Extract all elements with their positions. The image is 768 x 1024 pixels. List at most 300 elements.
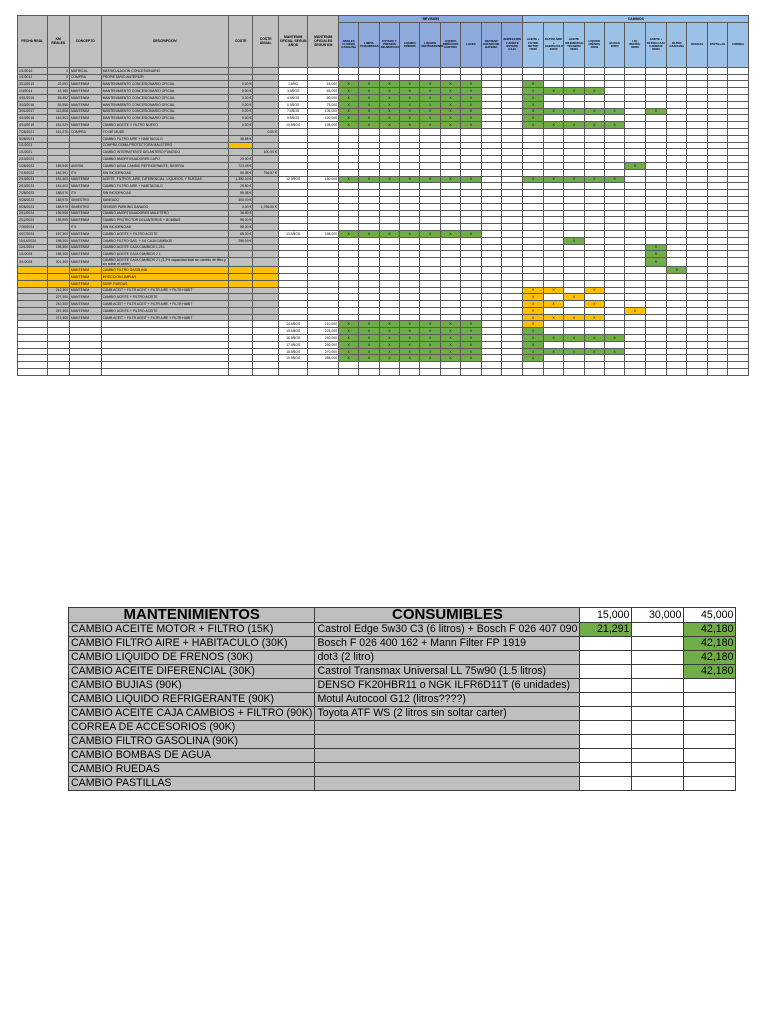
revision-check-cell (420, 301, 440, 308)
log-coste-cell (228, 67, 252, 74)
cambio-check-cell (543, 115, 563, 122)
km-value-cell: 42,180 (684, 665, 736, 679)
cambio-check-cell (687, 244, 707, 251)
cambio-col-header: PASTILLAS (707, 22, 727, 67)
revision-check-cell: X (359, 88, 379, 95)
revision-check-cell (481, 355, 501, 362)
revision-check-cell (359, 369, 379, 376)
cambio-check-cell (728, 81, 749, 88)
log-mant-km-cell (308, 280, 339, 287)
revision-check-cell (338, 149, 358, 156)
revision-check-cell (501, 196, 522, 203)
revision-check-cell: X (379, 122, 399, 129)
revision-check-cell (400, 280, 420, 287)
log-fecha-cell: 7/30/2024 (18, 224, 48, 231)
revision-check-cell (420, 244, 440, 251)
log-km-cell (47, 156, 69, 163)
revision-check-cell (501, 341, 522, 348)
cambio-check-cell (564, 128, 584, 135)
log-fecha-cell: 2/13/2023 (18, 183, 48, 190)
cambio-check-cell (625, 88, 645, 95)
km-value-cell (684, 777, 736, 791)
revision-check-cell (338, 294, 358, 301)
cambio-check-cell (604, 94, 624, 101)
log-coste-anual-cell: 100.00 € (253, 149, 278, 156)
log-descripcion-cell: CAMBIO ACEITE Y FILTRO NUEVO (101, 122, 228, 129)
log-coste-cell (228, 355, 252, 362)
revision-check-cell: X (420, 176, 440, 183)
mantenimiento-cell: CAMBIO FILTRO GASOLINA (90K) (69, 735, 315, 749)
cambio-check-cell (687, 224, 707, 231)
cambio-check-cell (604, 217, 624, 224)
log-coste-cell: 0.00 € (228, 94, 252, 101)
log-concepto-cell: MANTENIM (69, 244, 101, 251)
revision-check-cell (359, 287, 379, 294)
log-km-cell: 198,300 (47, 244, 69, 251)
cambio-check-cell (564, 196, 584, 203)
revision-check-cell (501, 230, 522, 237)
km-value-cell (684, 763, 736, 777)
log-coste-cell (228, 267, 252, 274)
cambio-check-cell: X (564, 314, 584, 321)
revision-check-cell (481, 217, 501, 224)
revision-check-cell (359, 190, 379, 197)
revision-check-cell (440, 74, 460, 81)
revision-check-cell: X (440, 101, 460, 108)
cambio-check-cell (584, 273, 604, 280)
cambio-check-cell (667, 287, 687, 294)
revision-check-cell: X (440, 230, 460, 237)
cambio-check-cell (687, 341, 707, 348)
revision-check-cell (338, 224, 358, 231)
revision-check-cell (338, 135, 358, 142)
cambio-check-cell (645, 203, 666, 210)
log-descripcion-cell: SANEADO (101, 196, 228, 203)
revision-check-cell: X (440, 108, 460, 115)
log-concepto-cell: MATRICUL (69, 67, 101, 74)
revision-check-cell: X (461, 115, 481, 122)
cambio-check-cell: X (604, 176, 624, 183)
revision-check-cell (440, 183, 460, 190)
cambio-check-cell (604, 67, 624, 74)
log-mant-km-cell (308, 156, 339, 163)
revision-check-cell: X (379, 88, 399, 95)
cambio-check-cell (667, 307, 687, 314)
revision-check-cell (501, 301, 522, 308)
revision-check-cell (420, 142, 440, 149)
revision-check-cell (481, 273, 501, 280)
consumables-row (69, 763, 736, 777)
revision-check-cell (400, 294, 420, 301)
revision-check-cell (338, 273, 358, 280)
cambio-check-cell (625, 258, 645, 267)
log-mant-anos-cell: 4 AÑOS (278, 94, 308, 101)
revision-check-cell (400, 287, 420, 294)
revision-check-cell (501, 335, 522, 342)
cambio-check-cell (728, 88, 749, 95)
log-descripcion-cell: CAMBIO AGUA CAMBIO REFRIGERANTE, BATERIA (101, 162, 228, 169)
log-fecha-cell: 1/1/2021 (18, 149, 48, 156)
cambio-check-cell: X (584, 301, 604, 308)
log-mant-km-cell (308, 162, 339, 169)
cambio-check-cell (707, 149, 727, 156)
revision-check-cell (400, 251, 420, 258)
revision-check-cell (338, 183, 358, 190)
revision-check-cell (501, 156, 522, 163)
revision-check-cell: X (359, 81, 379, 88)
cambio-check-cell (707, 88, 727, 95)
cambio-check-cell (543, 321, 563, 328)
cambio-check-cell (687, 135, 707, 142)
revision-check-cell: X (461, 321, 481, 328)
revision-check-cell (481, 156, 501, 163)
log-row (18, 258, 749, 267)
log-concepto-cell: MANTENIM (69, 287, 101, 294)
log-descripcion-cell (101, 335, 228, 342)
revision-check-cell (440, 190, 460, 197)
km-value-cell: 42,180 (684, 637, 736, 651)
cambio-check-cell (728, 321, 749, 328)
revision-check-cell (379, 169, 399, 176)
revision-check-cell (501, 251, 522, 258)
revision-check-cell (420, 258, 440, 267)
cambio-check-cell (687, 149, 707, 156)
cambio-check-cell (543, 355, 563, 362)
cambio-check-cell (564, 81, 584, 88)
log-fecha-cell (18, 314, 48, 321)
log-concepto-cell: MANTENIM (69, 108, 101, 115)
revision-check-cell: X (420, 81, 440, 88)
cambio-check-cell (543, 273, 563, 280)
revision-check-cell (359, 301, 379, 308)
revision-check-cell (461, 196, 481, 203)
maintenance-log-table (17, 15, 749, 376)
km-value-cell (632, 721, 684, 735)
log-coste-anual-cell: 756.57 € (253, 169, 278, 176)
consumible-cell: Castrol Transmax Universal LL 75w90 (1.5 litros) (315, 665, 580, 679)
log-concepto-cell: MANTENIM (69, 210, 101, 217)
revision-check-cell: X (400, 328, 420, 335)
log-row (18, 335, 749, 342)
revision-check-cell (461, 135, 481, 142)
log-row (18, 355, 749, 362)
km-value-cell (580, 693, 632, 707)
cambio-check-cell (604, 183, 624, 190)
revision-check-cell (420, 183, 440, 190)
revision-check-cell (359, 156, 379, 163)
cambio-check-cell (687, 294, 707, 301)
revision-check-cell (338, 128, 358, 135)
cambio-check-cell (584, 210, 604, 217)
log-descripcion-cell: CAMBIO INTERMITENTE DELANTERO FUNDIDO (101, 149, 228, 156)
revision-check-cell (359, 280, 379, 287)
cambio-check-cell (728, 314, 749, 321)
revision-check-cell (440, 128, 460, 135)
cambio-check-cell (543, 135, 563, 142)
cambio-check-cell (707, 314, 727, 321)
cambio-check-cell (667, 81, 687, 88)
revision-check-cell: X (359, 321, 379, 328)
log-km-cell (47, 328, 69, 335)
km-value-cell (684, 735, 736, 749)
revision-check-cell (359, 203, 379, 210)
revision-check-cell (440, 203, 460, 210)
cambio-check-cell: X (564, 237, 584, 244)
cambio-check-cell: X (523, 122, 543, 129)
cambio-check-cell (584, 149, 604, 156)
revision-check-cell (420, 67, 440, 74)
revision-check-cell (338, 362, 358, 369)
revision-check-cell (338, 244, 358, 251)
revision-check-cell: X (400, 101, 420, 108)
cambio-check-cell (564, 142, 584, 149)
cambio-check-cell (543, 203, 563, 210)
cambio-check-cell (523, 128, 543, 135)
log-coste-anual-cell (253, 287, 278, 294)
cambio-check-cell (604, 244, 624, 251)
log-km-cell: 197,300 (47, 230, 69, 237)
cambio-check-cell (625, 287, 645, 294)
cambio-check-cell (667, 67, 687, 74)
log-concepto-cell: MANTENIM (69, 94, 101, 101)
log-coste-anual-cell (253, 176, 278, 183)
revision-check-cell (481, 88, 501, 95)
revision-check-cell (400, 67, 420, 74)
log-mant-km-cell: 180,000 (308, 176, 339, 183)
cambio-check-cell (707, 94, 727, 101)
cambio-check-cell (523, 258, 543, 267)
revision-check-cell (338, 237, 358, 244)
cambio-check-cell (604, 128, 624, 135)
cambio-check-cell (625, 176, 645, 183)
cambio-check-cell (707, 251, 727, 258)
revision-check-cell (501, 67, 522, 74)
revision-check-cell (400, 135, 420, 142)
cambio-check-cell (645, 237, 666, 244)
log-mant-anos-cell: 18 AÑOS (278, 348, 308, 355)
cambio-col-header: ACEITE + FILTRO CAJA CAMBIOS 90000 (645, 22, 666, 67)
revision-check-cell: X (400, 115, 420, 122)
cambio-check-cell (707, 287, 727, 294)
cambio-check-cell (645, 128, 666, 135)
revision-check-cell (400, 156, 420, 163)
log-coste-anual-cell (253, 196, 278, 203)
cambio-check-cell (543, 196, 563, 203)
cambio-check-cell (645, 156, 666, 163)
log-coste-cell: 20.00 € (228, 156, 252, 163)
log-row (18, 301, 749, 308)
cambio-check-cell (625, 135, 645, 142)
cambio-check-cell (523, 280, 543, 287)
cambio-check-cell (543, 156, 563, 163)
revision-check-cell (481, 142, 501, 149)
log-mant-km-cell (308, 244, 339, 251)
cambio-check-cell (604, 294, 624, 301)
log-mant-anos-cell (278, 67, 308, 74)
revision-check-cell (338, 74, 358, 81)
log-descripcion-cell: CAMBIO PROTECTOR DELANTEROS + BOMBAS (101, 217, 228, 224)
revision-check-cell (481, 321, 501, 328)
log-coste-anual-cell (253, 294, 278, 301)
cambio-check-cell (523, 362, 543, 369)
cambio-check-cell (564, 210, 584, 217)
log-coste-cell: 65.00 € (228, 230, 252, 237)
revision-check-cell (338, 190, 358, 197)
cambio-check-cell (707, 230, 727, 237)
km-value-cell (632, 735, 684, 749)
cambio-check-cell (604, 196, 624, 203)
cambio-check-cell: X (543, 88, 563, 95)
km-value-cell: 42,180 (684, 651, 736, 665)
log-mant-anos-cell: 10 AÑOS (278, 122, 308, 129)
cambio-check-cell (687, 196, 707, 203)
revision-check-cell (461, 142, 481, 149)
revision-check-cell (338, 203, 358, 210)
cambio-check-cell (645, 321, 666, 328)
revision-check-cell (400, 362, 420, 369)
cambio-check-cell (604, 321, 624, 328)
mantenimientos-title: MANTENIMIENTOS (69, 608, 315, 623)
revision-check-cell (501, 348, 522, 355)
revision-check-cell (379, 287, 399, 294)
log-mant-km-cell (308, 149, 339, 156)
header-fecha: FECHA REAL (18, 16, 48, 68)
revision-check-cell (338, 142, 358, 149)
log-mant-anos-cell (278, 196, 308, 203)
log-fecha-cell (18, 280, 48, 287)
cambio-check-cell (604, 149, 624, 156)
cambio-check-cell (543, 307, 563, 314)
log-concepto-cell: MANTENIM (69, 280, 101, 287)
cambio-check-cell (707, 176, 727, 183)
cambio-check-cell (667, 196, 687, 203)
revision-check-cell (379, 210, 399, 217)
revision-check-cell: X (461, 176, 481, 183)
cambio-check-cell (687, 251, 707, 258)
cambio-check-cell (564, 273, 584, 280)
cambio-check-cell (625, 101, 645, 108)
revision-check-cell (420, 307, 440, 314)
revision-check-cell (501, 142, 522, 149)
log-km-cell: 242,300 (47, 301, 69, 308)
log-coste-cell: 723.49 € (228, 162, 252, 169)
cambio-check-cell (728, 115, 749, 122)
log-fecha-cell: 3/03/2016 (18, 101, 48, 108)
log-fecha-cell (18, 341, 48, 348)
log-descripcion-cell: CAMBIO ACEITE CAJA CAMBIOS 2 L (2.2% capacidad total sin cambio de filtro y sin soltar el carter) (101, 258, 228, 267)
log-descripcion-cell: CAMB ACEIT + FILTR ACEIT + FILTR AIRE + FILTR HABIT (101, 287, 228, 294)
revision-check-cell: X (379, 341, 399, 348)
revision-check-cell (501, 74, 522, 81)
log-mant-anos-cell: 19 AÑOS (278, 355, 308, 362)
revision-check-cell (379, 203, 399, 210)
log-coste-anual-cell (253, 251, 278, 258)
revision-check-cell (501, 108, 522, 115)
revision-check-cell: X (461, 335, 481, 342)
cambio-check-cell (728, 287, 749, 294)
revision-check-cell (501, 280, 522, 287)
log-mant-km-cell: 105,000 (308, 108, 339, 115)
revision-check-cell (461, 74, 481, 81)
cambio-check-cell (523, 237, 543, 244)
revision-check-cell (359, 307, 379, 314)
km-value-cell (632, 637, 684, 651)
log-mant-anos-cell: 13 AÑOS (278, 230, 308, 237)
revision-check-cell (338, 67, 358, 74)
log-descripcion-cell: SENSOR PARKING DANADO (101, 203, 228, 210)
cambio-check-cell: X (584, 122, 604, 129)
revision-check-cell: X (338, 355, 358, 362)
revision-check-cell (481, 190, 501, 197)
cambio-check-cell (543, 210, 563, 217)
cambio-check-cell (728, 237, 749, 244)
cambio-check-cell (543, 162, 563, 169)
revision-check-cell (481, 287, 501, 294)
log-descripcion-cell: MATRICULACION CONCESIONARIO (101, 67, 228, 74)
revision-check-cell: X (338, 230, 358, 237)
consumible-cell (315, 749, 580, 763)
log-fecha-cell (18, 348, 48, 355)
revision-col-header: INSPECCION Y ACEITE ESTADO CAJA (501, 22, 522, 67)
revision-check-cell (400, 74, 420, 81)
cambio-check-cell (728, 230, 749, 237)
cambio-check-cell (584, 258, 604, 267)
cambio-check-cell (604, 369, 624, 376)
cambio-check-cell (604, 142, 624, 149)
km-value-cell (580, 763, 632, 777)
log-fecha-cell (18, 307, 48, 314)
revision-check-cell: X (400, 335, 420, 342)
log-coste-anual-cell (253, 74, 278, 81)
consumables-row (69, 707, 736, 721)
cambio-check-cell (625, 122, 645, 129)
cambio-check-cell (687, 81, 707, 88)
revision-check-cell (481, 135, 501, 142)
cambio-check-cell (523, 162, 543, 169)
log-descripcion-cell: CAMBIO AMORTIGUADORES CAPO (101, 156, 228, 163)
cambio-check-cell (584, 237, 604, 244)
revision-check-cell (379, 362, 399, 369)
cambio-check-cell: X (523, 176, 543, 183)
consumible-cell: dot3 (2 litro) (315, 651, 580, 665)
revision-check-cell (400, 210, 420, 217)
revision-check-cell (461, 362, 481, 369)
revision-check-cell: X (379, 321, 399, 328)
revision-check-cell (481, 335, 501, 342)
revision-check-cell (461, 149, 481, 156)
log-km-cell: 0 (47, 67, 69, 74)
cambio-check-cell (645, 287, 666, 294)
cambio-check-cell: X (645, 244, 666, 251)
log-row (18, 328, 749, 335)
log-concepto-cell: MANTENIM (69, 230, 101, 237)
revision-check-cell (400, 369, 420, 376)
cambio-check-cell (707, 280, 727, 287)
log-coste-anual-cell: 1,796.00 € (253, 203, 278, 210)
log-mant-km-cell (308, 203, 339, 210)
log-coste-anual-cell (253, 190, 278, 197)
log-coste-anual-cell (253, 341, 278, 348)
cambio-check-cell (625, 301, 645, 308)
revision-check-cell (481, 81, 501, 88)
consumables-row (69, 623, 736, 637)
revision-check-cell (461, 294, 481, 301)
revision-check-cell (420, 128, 440, 135)
cambio-check-cell (584, 115, 604, 122)
log-coste-anual-cell (253, 348, 278, 355)
log-coste-cell: 0.00 € (228, 108, 252, 115)
header-descripcion: DESCRIPCION (101, 16, 228, 68)
